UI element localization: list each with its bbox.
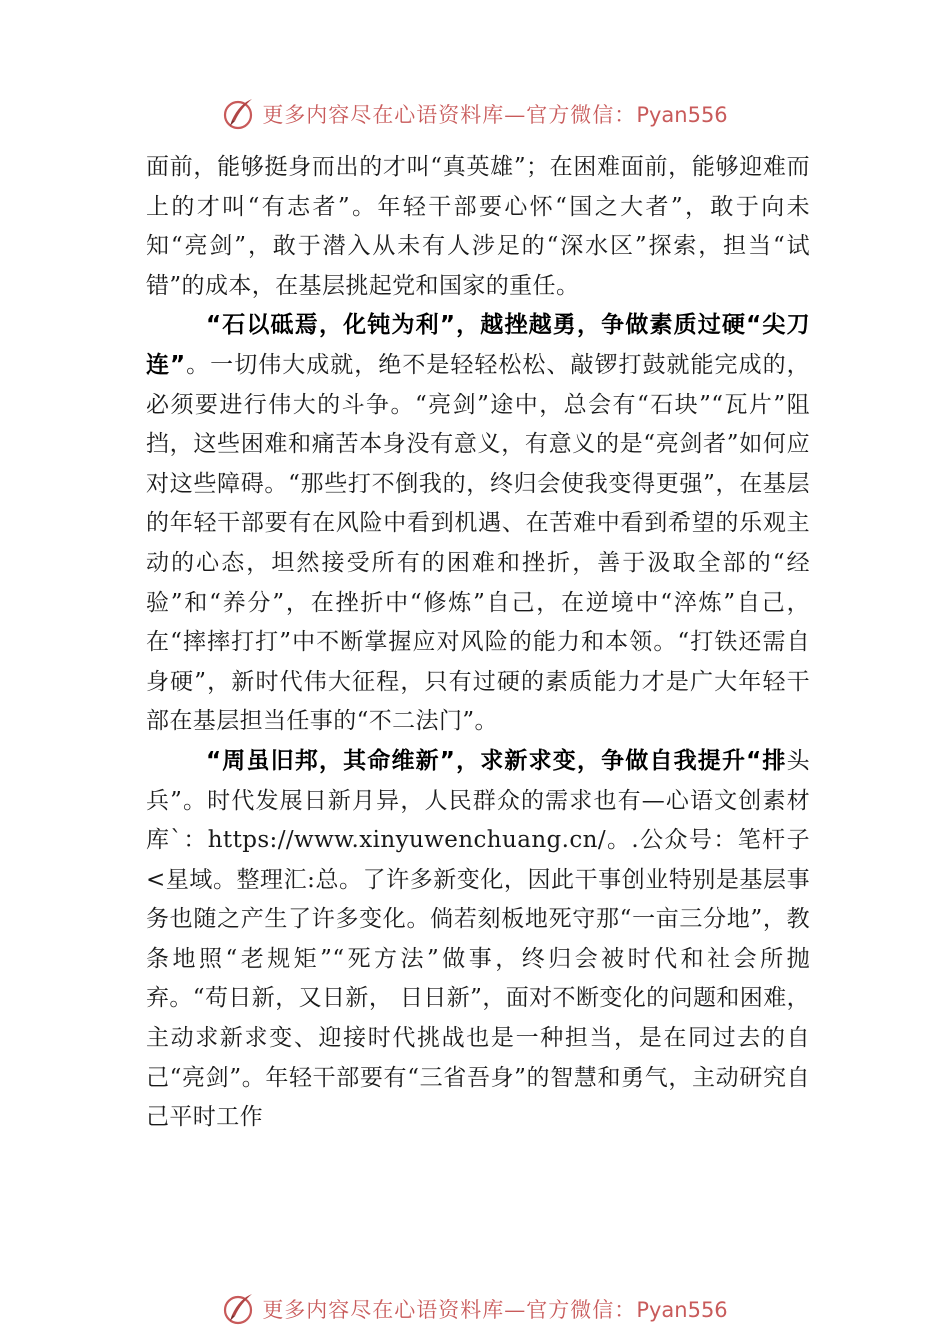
paragraph-2 bbox=[146, 306, 810, 742]
paragraph-1 bbox=[146, 148, 810, 306]
banner-wechat-id: Pyan556 bbox=[636, 1298, 728, 1322]
banner-text bbox=[262, 99, 727, 129]
paragraph-2-body: 。一切伟大成就，绝不是轻轻松松、敲锣打鼓就能完成的，必须要进行伟大的斗争。“亮剑”途中，总会有“石块”“瓦片”阻挡，这些困难和痛苦本身没有意义，有意义的是“亮剑者”如何应对这些障碍。“那些打不倒我的，终归会使我变得更强”，在基层的年轻干部要有在风险中看到机遇、在苦难中看到希望的乐观主动的心态，坦然接受所有的困难和挫折，善于汲取全部的“经验”和“养分”，在挫折中“修炼”自己，在逆境中“淬炼”自己，在“摔摔打打”中不断掌握应对风险的能力和本领。“打铁还需自身硬”，新时代伟大征程，只有过硬的素质能力才是广大年轻干部在基层担当任事的“不二法门”。 bbox=[146, 351, 811, 735]
feather-pen-logo-icon bbox=[222, 96, 258, 132]
document-body bbox=[146, 148, 810, 1138]
banner-text-cn: 更多内容尽在心语资料库—官方微信： bbox=[262, 1298, 637, 1322]
paragraph-3-body: 头兵”。时代发展日新月异，人民群众的需求也有—心语文创素材库`：https://www.xinyuwenchuang.cn/。.公众号：笔杆子<星域。整理汇:总。了许多新变化，因此干事创业特别是基层事务也随之产生了许多变化。倘若刻板地死守那“一亩三分地”，教条地照“老规矩”“死方法”做事，终归会被时代和社会所抛弃。“苟日新，又日新， 日日新”，面对不断变化的问题和困难，主动求新求变、迎接时代挑战也是一种担当，是在同过去的自己“亮剑”。年轻干部要有“三省吾身”的智慧和勇气，主动研究自己平时工作 bbox=[146, 747, 810, 1131]
paragraph-1-body: 面前，能够挺身而出的才叫“真英雄”；在困难面前，能够迎难而上的才叫“有志者”。年轻干部要心怀“国之大者”，敢于向未知“亮剑”，敢于潜入从未有人涉足的“深水区”探索，担当“试错”的成本，在基层挑起党和国家的重任。 bbox=[146, 154, 810, 299]
paragraph-3-heading: “周虽旧邦，其命维新”，求新求变，争做自我提升“排 bbox=[206, 747, 787, 774]
paragraph-3 bbox=[146, 742, 810, 1138]
feather-pen-logo-icon bbox=[222, 1291, 258, 1327]
banner-text bbox=[262, 1294, 727, 1324]
banner-wechat-id: Pyan556 bbox=[636, 103, 728, 127]
header-banner bbox=[0, 92, 950, 136]
footer-banner bbox=[0, 1287, 950, 1331]
paragraph-2-heading: “石以砥焉，化钝为利”，越挫越勇，争做素质过硬“尖刀连” bbox=[146, 312, 810, 378]
banner-text-cn: 更多内容尽在心语资料库—官方微信： bbox=[262, 103, 637, 127]
